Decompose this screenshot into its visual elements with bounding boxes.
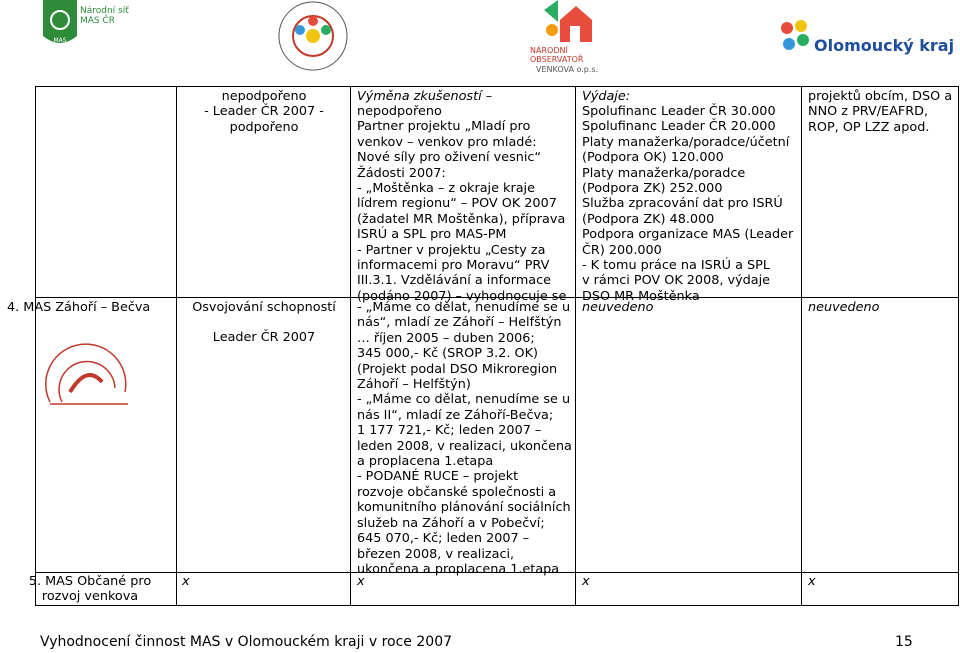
table-vline-c [575,86,576,605]
table-vline-b [350,86,351,605]
row5-col-b: x [182,574,190,589]
row5-col-c: x [357,574,365,589]
table-vline-left [35,86,36,605]
table-hline-bottom [35,605,959,606]
prev-row-expenses: Spolufinanc Leader ČR 30.000 Spolufinanc Leader ČR 20.000 Platy manažerka/poradce/účetní (Podpora OK) 120.000 Platy manažerka/poradce (Podpora ZK) 252.000 Služba zpracování dat pro ISRÚ (Podpora ZK) 48.000 Podpora organizace MAS (Leader ČR) 200.000 - K tomu práce na ISRÚ a SPL v rámci POV OK 2008, výdaje DSO MR Moštěnka [582,104,794,304]
spolek-pro-obnovu-venkova-logo [273,0,353,75]
footer-title: Vyhodnocení činnost MAS v Olomouckém kraji v roce 2007 [40,634,453,650]
row4-projects: - „Máme co dělat, nenudíme se u nás“, mladí ze Záhoří – Helfštýn … říjen 2005 – duben 2006; 345 000,- Kč (SROP 3.2. OK) (Projekt podal DSO Mikroregion Záhoří – Helfštýn) - „Máme co dělat, nenudíme se u nás II“, mladí ze Záhoří-Bečva; 1 177 721,- Kč; leden 2007 – leden 2008, v realizaci, ukončena a proplacena 1.etapa - PODANÉ RUCE – projekt rozvoje občanské společnosti a komunitního plánování sociálních služeb na Záhoří a v Pobečví; 645 070,- Kč; leden 2007 – březen 2008, v realizaci, ukončena a proplacena 1.etapa [357,300,572,577]
row4-expenses: neuvedeno [582,300,654,315]
observator-line2: OBSERVATOŘ [530,55,584,64]
prev-row-exchange-intro: Výměna zkušeností – [357,89,493,104]
table-vline-a [176,86,177,605]
olomoucky-kraj-logo [777,18,813,54]
table-vline-d [801,86,802,605]
page-number: 15 [895,634,913,650]
narodni-observator-logo [536,0,606,45]
zahori-becva-logo [40,322,135,412]
table-hline-top [35,86,959,87]
row4-mas-name: 4. MAS Záhoří – Bečva [7,300,151,315]
mas-cr-logo [43,0,77,48]
row4-program: Osvojování schopností [192,300,336,315]
prev-row-projects: nepodpořeno Partner projektu „Mladí pro venkov – venkov pro mladé: Nové síly pro oživení vesnic“ Žádosti 2007: - „Moštěnka – z okraje kraje lídrem regionu“ – POV OK 2007 (žadatel MR Moštěnka), příprava ISRÚ a SPL pro MAS-PM - Partner v projektu „Cesty za informacemi pro Moravu“ PRV III.3.1. Vzdělávání a informace (podáno 2007) – vyhodnocuje se [357,104,567,304]
row5-col-e: x [808,574,816,589]
prev-row-expenses-label: Výdaje: [582,89,631,104]
prev-row-support: projektů obcím, DSO a NNO z PRV/EAFRD, ROP, OP LZZ apod. [808,89,953,135]
prev-row-status: nepodpořeno - Leader ČR 2007 - podpořeno [204,89,324,135]
observator-line3: VENKOVA o.p.s. [536,65,599,74]
row5-col-d: x [582,574,590,589]
olomoucky-kraj-text: Olomoucký kraj [814,36,955,55]
svg-text:MAS: MAS [53,37,67,44]
row4-leader: Leader ČR 2007 [212,330,316,345]
row4-support: neuvedeno [808,300,880,315]
mas-cr-logo-text: Národní síť MAS ČR [80,6,129,26]
observator-line1: NÁRODNÍ [530,46,568,55]
row5-mas-name: 5. MAS Občané pro rozvoj venkova [28,574,152,605]
table-vline-right [958,86,959,605]
